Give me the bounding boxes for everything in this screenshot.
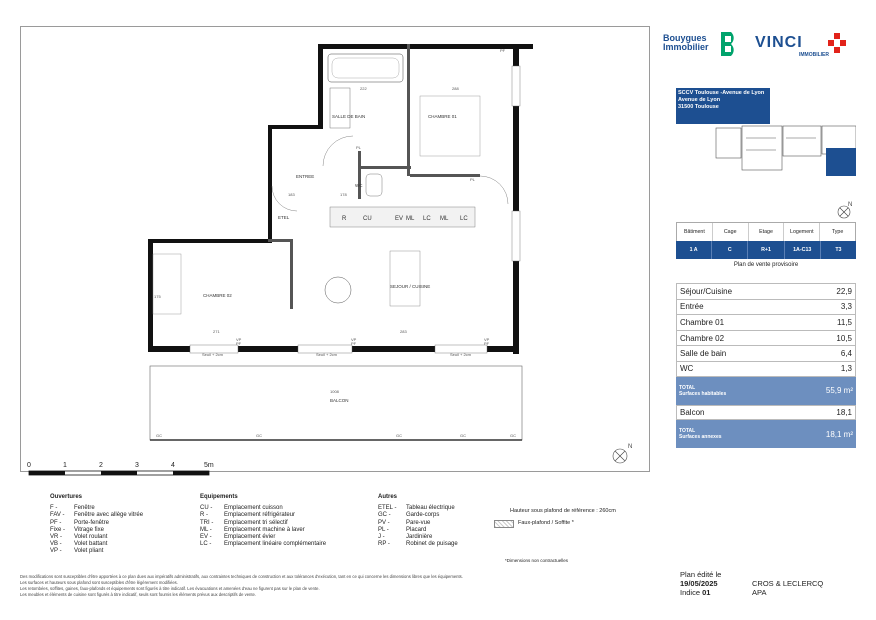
- surfaces-table: [676, 283, 856, 448]
- legend-item: EV - Emplacement évier: [200, 534, 276, 541]
- tag-pf-2: PF: [351, 341, 357, 346]
- label-etel: ETEL: [278, 215, 290, 220]
- door-entree: [272, 186, 297, 211]
- header-type: Type: [831, 229, 844, 235]
- faux-plafond-swatch: [494, 520, 514, 528]
- tag-vp-3: VP: [484, 337, 490, 342]
- legend-autres: [378, 494, 498, 548]
- scale-tick-2: 2: [99, 462, 103, 469]
- surface-row: Salle de bain 6,4: [676, 345, 856, 361]
- window-chambre01: [512, 66, 520, 106]
- kitchen-island: [390, 251, 420, 306]
- hauteur-note: Hauteur sous plafond de référence : 260cm: [510, 508, 616, 514]
- header-etage: Etage: [749, 223, 785, 241]
- surface-row: Séjour/Cuisine 22,9: [676, 283, 856, 299]
- kitchen-code-ml2: ML: [440, 216, 449, 222]
- scale-tick-0: 0: [27, 462, 31, 469]
- indice-value: 01: [702, 588, 711, 597]
- indice-label: Indice: [680, 588, 701, 597]
- edition-label: Plan édité le: [680, 570, 722, 579]
- vinci-logo-text: VINCI: [755, 34, 803, 51]
- label-entree: ENTREE: [296, 174, 315, 179]
- dim-4: 178: [340, 192, 347, 197]
- dim-2: 288: [452, 86, 459, 91]
- value-etage: R+1: [748, 241, 784, 259]
- seuil-2: Seuil + 2cm: [316, 352, 338, 357]
- dim-8: 283: [400, 329, 407, 334]
- svg-text:N: N: [848, 202, 853, 208]
- architect: CROS & LECLERCQ: [752, 579, 824, 588]
- legend-item: RP - Robinet de puisage: [378, 541, 458, 548]
- lot-table: [676, 222, 856, 259]
- legend-item: Fixe - Vitrage fixe: [50, 526, 104, 533]
- total-habitable: TOTAL Surfaces habitables 55,9 m²: [676, 377, 856, 405]
- wall-wc-top: [361, 166, 411, 169]
- wall-ch02-right: [290, 239, 293, 309]
- surface-row: WC 1,3: [676, 361, 856, 377]
- scale-tick-4: 4: [171, 462, 175, 469]
- legend-ouvertures: [50, 494, 190, 556]
- wc-bowl: [366, 174, 382, 196]
- tag-vp-1: VP: [236, 337, 242, 342]
- seuil-3: Seuil + 2cm: [450, 352, 472, 357]
- dim-5: 1008: [330, 389, 339, 394]
- bouygues-logo-text: Bouygues Immobilier: [663, 33, 709, 52]
- company: APA: [752, 588, 767, 597]
- project-address: Avenue de Lyon: [678, 96, 721, 103]
- legend-item: LC - Emplacement linéaire complémentaire: [200, 541, 327, 548]
- scale-bar: [24, 462, 224, 482]
- tag-gc-4: GC: [460, 433, 466, 438]
- legend-item: CU - Emplacement cuisson: [200, 505, 283, 512]
- legend-item: VB - Volet battant: [50, 541, 108, 548]
- label-sdb: SALLE DE BAIN: [332, 114, 366, 119]
- dim-7: 271: [213, 329, 220, 334]
- kitchen-code-lc2: LC: [460, 216, 468, 222]
- legend-item: VP - Volet pliant: [50, 548, 104, 555]
- wall-ch02-entry: [268, 239, 293, 242]
- edition-info: [680, 570, 860, 597]
- tag-gc-2: GC: [256, 433, 262, 438]
- bathtub-inner: [332, 58, 399, 78]
- tag-pl-1: PL: [470, 177, 475, 182]
- disclaimer-line: Les retombées, soffites, gaines, faux-plafonds et équipements sont figurés à titre indicatif. Les évacuations et amenées d'eau ne figurent pas sur le plan de vente.: [20, 586, 320, 591]
- legend-ouvertures-title: Ouvertures: [50, 494, 83, 500]
- door-ch01: [480, 176, 508, 204]
- project-city: 31500 Toulouse: [678, 103, 719, 110]
- wall-wc: [358, 151, 361, 199]
- dim-6: 175: [154, 294, 161, 299]
- vinci-logo-sub: IMMOBILIER: [799, 52, 829, 58]
- tag-gc-1: GC: [156, 433, 162, 438]
- tag-gc-5: GC: [510, 433, 516, 438]
- vanity: [330, 88, 350, 128]
- label-wc: WC: [355, 183, 363, 188]
- dining-table: [325, 277, 351, 303]
- surface-row-balcon: Balcon 18,1: [676, 405, 856, 421]
- scale-tick-3: 3: [135, 462, 139, 469]
- disclaimer-line: Les meubles et éléments de cuisine sont figurés à titre indicatif, seuls sont fournis les éléments prévus aux descriptifs de vente.: [20, 592, 257, 597]
- legend-item: GC - Garde-corps: [378, 512, 440, 519]
- surface-row: Entrée 3,3: [676, 299, 856, 315]
- total-habitable-value: 55,9 m²: [825, 386, 853, 396]
- door-sdb: [323, 136, 353, 166]
- wall-sdb-ch01: [407, 44, 410, 176]
- logos: [663, 30, 863, 66]
- bed-ch01: [420, 96, 480, 156]
- tag-pf-1: PF: [236, 341, 242, 346]
- lot-table-values: [676, 241, 856, 259]
- floor-plan: [20, 26, 650, 472]
- wall-step: [268, 125, 323, 129]
- scale-tick-5: 5m: [204, 462, 214, 469]
- legend-item: PF - Porte-fenêtre: [50, 519, 110, 526]
- legend-item: PV - Pare-vue: [378, 519, 431, 526]
- legend-item: FAV - Fenêtre avec allège vitrée: [50, 512, 144, 519]
- legend-item: F - Fenêtre: [50, 505, 95, 512]
- disclaimer-line: Des modifications sont susceptibles d'être apportées à ce plan dues aux impératifs administratifs, aux contraintes techniques de construction et aux tolérances d'exécution, tant en ce qui concerne les dimensions libres que les équipements.: [20, 574, 463, 579]
- north-compass-plan: [613, 444, 632, 463]
- dim-3: 183: [288, 192, 295, 197]
- wall-chambre02-top: [150, 239, 272, 243]
- disclaimer: [20, 574, 640, 598]
- kitchen-code-ev: EV: [395, 216, 404, 222]
- bouygues-logo-mark: [719, 30, 741, 58]
- svg-text:N: N: [628, 444, 633, 450]
- dim-9: PF: [500, 48, 506, 53]
- legend-item: J - Jardinière: [378, 534, 433, 541]
- surface-row: Chambre 02 10,5: [676, 330, 856, 346]
- tag-pf-3: PF: [484, 341, 490, 346]
- value-batiment: 1 A: [676, 241, 712, 259]
- value-type: T3: [835, 247, 842, 253]
- wall-step-vertical: [268, 125, 272, 242]
- window-sejour-side: [512, 211, 520, 261]
- total-annexes-value: 18,1 m²: [825, 429, 853, 439]
- balcony-outline: [150, 366, 522, 440]
- legend-item: TRI - Emplacement tri sélectif: [200, 519, 288, 526]
- header-batiment: Bâtiment: [677, 223, 713, 241]
- legend-autres-title: Autres: [378, 494, 398, 500]
- wall-left: [148, 239, 153, 351]
- dim-1: 222: [360, 86, 367, 91]
- value-cage: C: [712, 241, 748, 259]
- project-info: [676, 88, 770, 124]
- value-logement: 1A-C13: [785, 241, 821, 259]
- label-sejour: SEJOUR / CUISINE: [390, 284, 431, 289]
- header-cage: Cage: [713, 223, 749, 241]
- surface-row: Chambre 01 11,5: [676, 314, 856, 330]
- tag-vp-2: VP: [351, 337, 357, 342]
- lot-table-header: [676, 222, 856, 241]
- vinci-logo-cross: [827, 32, 847, 54]
- kitchen-code-ml: ML: [406, 216, 415, 222]
- seuil-1: Seuil + 2cm: [202, 352, 224, 357]
- plan-subtitle: Plan de vente provisoire: [733, 262, 799, 268]
- kitchen-code-r: R: [342, 216, 347, 222]
- total-annexes: TOTAL Surfaces annexes 18,1 m²: [676, 420, 856, 448]
- legend-item: ETEL - Tableau électrique: [378, 505, 455, 512]
- legend-item: VR - Volet roulant: [50, 534, 108, 541]
- tag-pl-2: PL: [356, 145, 361, 150]
- faux-plafond-label: Faux-plafond / Soffite *: [518, 520, 574, 526]
- tag-gc-3: GC: [396, 433, 402, 438]
- legend-equipements-title: Equipements: [200, 494, 238, 500]
- kitchen-code-cu: CU: [363, 216, 372, 222]
- disclaimer-line: Les surfaces et hauteurs sous plafond sont susceptibles d'être légèrement modifiées.: [20, 580, 178, 585]
- kitchen-code-lc: LC: [423, 216, 431, 222]
- north-compass: [836, 200, 856, 220]
- label-ch02: CHAMBRE 02: [203, 293, 232, 298]
- legend-item: ML - Emplacement machine à laver: [200, 526, 305, 533]
- bathtub: [328, 54, 403, 82]
- lot-highlight: [826, 148, 856, 176]
- legend-item: PL - Placard: [378, 526, 427, 533]
- edition-date: 19/05/2025: [680, 579, 718, 588]
- header-logement: Logement: [784, 223, 820, 241]
- label-balcon: BALCON: [330, 398, 349, 403]
- legend-equipements: [200, 494, 360, 548]
- bed-ch02: [153, 254, 181, 314]
- dimensions-note: *Dimensions non contractuelles: [505, 558, 569, 563]
- wall-left-upper: [318, 44, 323, 128]
- scale-tick-1: 1: [63, 462, 67, 469]
- project-name: SCCV Toulouse -Avenue de Lyon: [678, 90, 765, 96]
- label-ch01: CHAMBRE 01: [428, 114, 457, 119]
- legend-item: R - Emplacement réfrigérateur: [200, 512, 296, 519]
